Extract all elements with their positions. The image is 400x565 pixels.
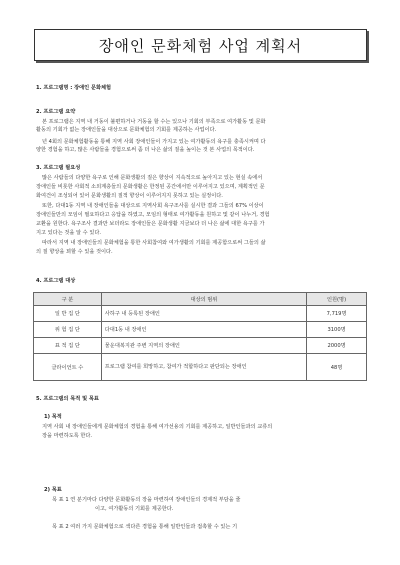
table-row — [34, 306, 367, 322]
section-5-1-heading: 1) 목적 — [44, 414, 62, 420]
table-cell: 다대1동 내 장애인 — [101, 322, 306, 338]
section-5-1-line: 장을 마련하도록 한다. — [42, 433, 93, 439]
section-3-line: 지고 있다는 것을 알 수 있다. — [36, 230, 102, 236]
goal-line: 목 표 1 연 분기마다 다양한 문화활동의 장을 마련하여 장애인들의 경제적 부담을 줄 — [52, 497, 241, 503]
section-3-heading: 3. 프로그램 필요성 — [36, 165, 81, 171]
table-cell: 사하구 내 등록된 장애인 — [101, 306, 306, 322]
document-title-box — [34, 29, 367, 61]
section-3-line: 장애인들만의 모임이 필요하다고 응답을 하였고, 모임의 형태로 여가활동을 원하고 및 같이 나누거, 경험 — [36, 212, 270, 218]
goal-line: 이고, 여가활동의 기회를 제공한다. — [95, 506, 174, 512]
document-title: 장애인 문화체험 사업 계획서 — [98, 36, 303, 55]
table-cell: 3100명 — [307, 322, 367, 338]
table-cell: 2000명 — [307, 338, 367, 354]
table-cell: 위 험 집 단 — [34, 322, 102, 338]
table-row — [34, 322, 367, 338]
section-3-line: 의 질 향상을 꾀할 수 있을 것이다. — [36, 249, 113, 255]
table-header-row — [34, 293, 367, 306]
section-3-line: 교환을 원한다. 욕구조사 결과만 보더라도 장애인들은 문화생활 지금보다 더 나은 삶에 대한 욕구를 가 — [36, 221, 265, 227]
section-4-heading: 4. 프로그램 대상 — [36, 278, 76, 284]
table-header-cell: 구 분 — [34, 293, 102, 306]
section-3-line: 장애인들 비롯한 사회적 소외계층들의 문화생활은 한정된 공간에서만 이루어지고 있으며, 계획적인 문 — [36, 184, 265, 190]
table-cell: 프로그램 참여를 희망하고, 참여가 적합하다고 판단되는 장애인 — [101, 354, 306, 381]
table-cell: 일 반 집 단 — [34, 306, 102, 322]
table-row — [34, 354, 367, 381]
section-2-heading: 2. 프로그램 요약 — [36, 109, 76, 115]
table-cell: 클라이언트 수 — [34, 354, 102, 381]
section-3-line: 화여건이 조성되어 있어 문화생활의 질적 향상이 이루어지지 못하고 있는 실정이다. — [36, 193, 223, 199]
table-cell: 48명 — [307, 354, 367, 381]
table-header-cell: 대상의 범위 — [101, 293, 306, 306]
section-3-line: 많은 사람들의 다양한 욕구로 인해 문화생활의 질은 향상이 지속적으로 높아지고 있는 현실 속에서 — [42, 175, 263, 181]
table-cell: 물운대복지관 주변 지역의 장애인 — [101, 338, 306, 354]
section-1-heading: 1. 프로그램명 : 장애인 문화체험 — [36, 85, 112, 91]
section-5-heading: 5. 프로그램의 목적 및 목표 — [36, 396, 99, 402]
table-cell: 표 적 집 단 — [34, 338, 102, 354]
target-table — [33, 292, 367, 381]
section-2-line: 본 프로그램은 지역 내 거동이 불편하거나 거동을 할 수는 있으나 기회의 부족으로 여가활동 및 문화 — [42, 119, 266, 125]
table-row — [34, 338, 367, 354]
table-cell: 7,719명 — [307, 306, 367, 322]
section-5-1-line: 지역 사회 내 장애인들에게 문화체험의 경험을 통해 여가선용의 기회를 제공하고, 일반인들과의 교류의 — [42, 424, 273, 430]
section-5-2-heading: 2) 목표 — [44, 487, 62, 493]
section-2-line: 활동의 기회가 없는 장애인들을 대상으로 문화체험의 기회를 제공하는 사업이다. — [36, 127, 217, 133]
section-3-line: 또한, 다대1동 지역 내 장애인들을 대상으로 지역사회 욕구조사를 실시한 결과 그들의 67% 이상이 — [42, 203, 264, 209]
section-2-line: 양한 경험을 하고, 많은 사람들을 경험으로써 좀 더 나은 삶의 질을 높이는 것 본 사업의 목적이다. — [36, 147, 255, 153]
table-header-cell: 인원(명) — [307, 293, 367, 306]
section-3-line: 따라서 지역 내 장애인들의 문화체험을 통한 사회참여와 여가생활의 기회를 제공함으로써 그들의 삶 — [42, 240, 266, 246]
goal-line: 목 표 2 여러 가지 문화체험으로 색다른 경험을 통해 일반인들과 접촉할 수 있는 기 — [52, 524, 238, 530]
section-2-line: 년 4회의 문화체험활동을 통해 지역 사회 장애인들이 가지고 있는 여가활동의 욕구를 충족시켜며 다 — [42, 139, 266, 145]
